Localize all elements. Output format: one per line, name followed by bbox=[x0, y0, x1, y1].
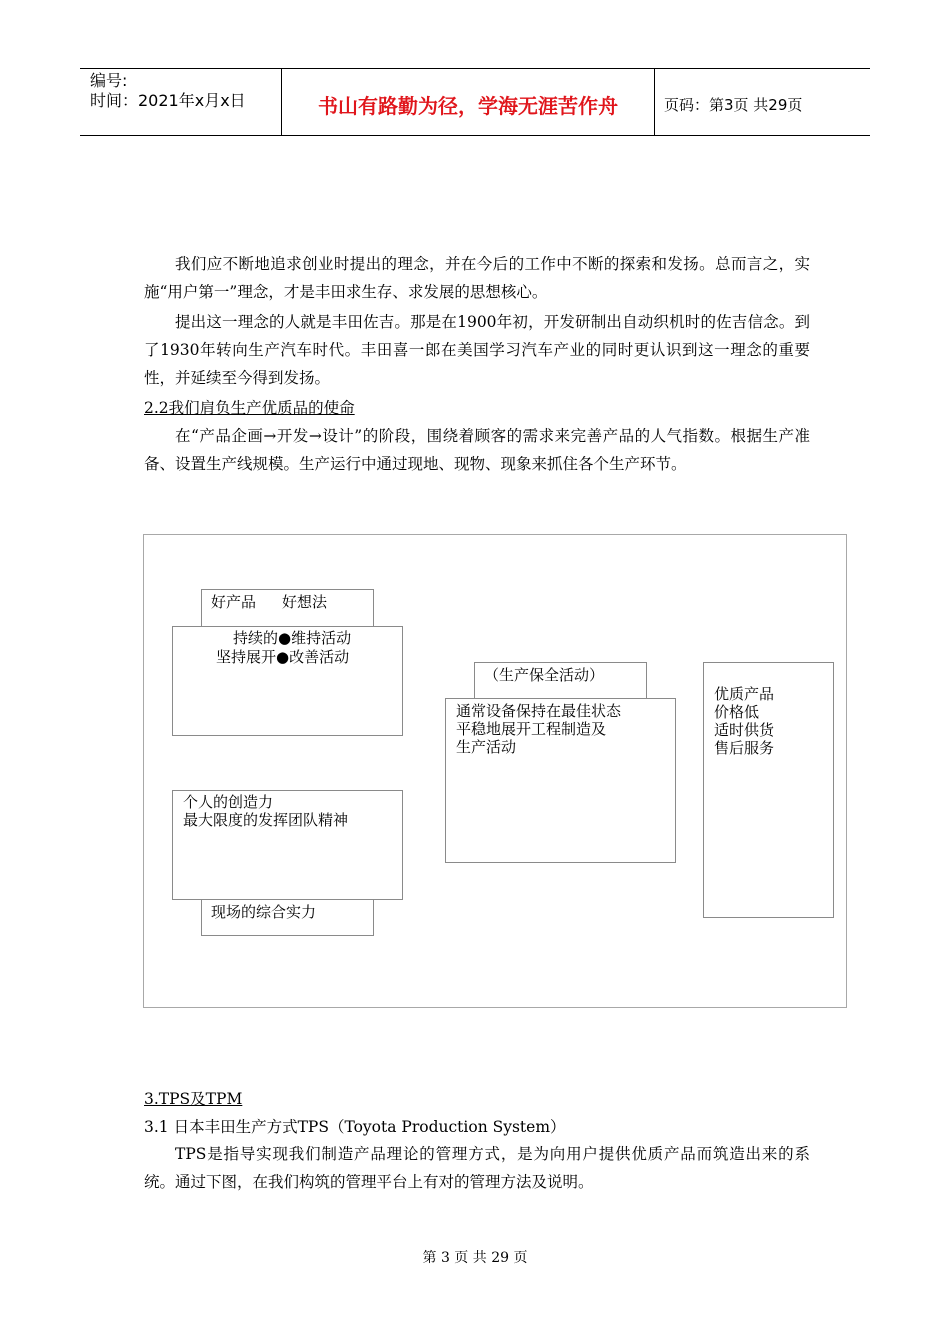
label-onsite-strength: 现场的综合实力 bbox=[211, 903, 317, 921]
paragraph-4: TPS是指导实现我们制造产品理论的管理方式，是为向用户提供优质产品而筑造出来的系统。通过下图，在我们构筑的管理平台上有对的管理方法及说明。 bbox=[144, 1145, 810, 1191]
page-footer: 第 3 页 共 29 页 bbox=[422, 1250, 528, 1266]
header-time-label: 时间：2021年x月x日 bbox=[90, 91, 246, 110]
box-maintenance-title bbox=[474, 662, 647, 699]
label-persist-improve: 坚持展开●改善活动 bbox=[216, 648, 350, 666]
label-maint-line3: 生产活动 bbox=[456, 738, 517, 756]
label-maintenance-title: （生产保全活动） bbox=[484, 666, 605, 684]
label-creativity-line2: 最大限度的发挥团队精神 bbox=[183, 811, 349, 829]
section-heading-3: 3.TPS及TPM bbox=[144, 1090, 243, 1108]
section-heading-3-1: 3.1 日本丰田生产方式TPS（Toyota Production System） bbox=[144, 1118, 566, 1136]
header-motto: 书山有路勤为径，学海无涯苦作舟 bbox=[318, 94, 618, 118]
box-results bbox=[703, 662, 834, 918]
paragraph-3: 在“产品企画→开发→设计”的阶段，围绕着顾客的需求来完善产品的人气指数。根据生产准备、设置生产线规模。生产运行中通过现地、现物、现象来抓住各个生产环节。 bbox=[144, 427, 810, 473]
paragraph-2: 提出这一理念的人就是丰田佐吉。那是在1900年初，开发研制出自动织机时的佐吉信念。到了1930年转向生产汽车时代。丰田喜一郎在美国学习汽车产业的同时更认识到这一理念的重要性，并延续至今得到发扬。 bbox=[144, 313, 810, 387]
paragraph-1: 我们应不断地追求创业时提出的理念，并在今后的工作中不断的探索和发扬。总而言之，实施“用户第一”理念，才是丰田求生存、求发展的思想核心。 bbox=[144, 255, 810, 301]
header-serial-label: 编号: bbox=[90, 71, 128, 90]
box-activities bbox=[172, 626, 403, 736]
box-maintenance bbox=[445, 698, 676, 863]
label-result-delivery: 适时供货 bbox=[714, 721, 775, 739]
section-heading-2-2: 2.2我们肩负生产优质品的使命 bbox=[144, 399, 355, 417]
label-result-quality: 优质产品 bbox=[714, 685, 775, 703]
box-onsite-strength bbox=[201, 897, 374, 936]
label-maint-line1: 通常设备保持在最佳状态 bbox=[456, 702, 622, 720]
label-good-idea: 好想法 bbox=[282, 593, 328, 611]
header-divider-right bbox=[654, 68, 655, 136]
box-creativity bbox=[172, 790, 403, 900]
label-result-service: 售后服务 bbox=[714, 739, 775, 757]
header-top-rule bbox=[80, 68, 870, 69]
header-bottom-rule bbox=[80, 135, 870, 136]
label-result-price: 价格低 bbox=[714, 703, 760, 721]
label-maint-line2: 平稳地展开工程制造及 bbox=[456, 720, 607, 738]
label-good-product: 好产品 bbox=[211, 593, 257, 611]
label-continue-maintain: 持续的●维持活动 bbox=[233, 629, 352, 647]
header-page-info: 页码：第3页 共29页 bbox=[664, 96, 803, 114]
box-good-product-idea bbox=[201, 589, 374, 627]
label-creativity-line1: 个人的创造力 bbox=[183, 793, 274, 811]
